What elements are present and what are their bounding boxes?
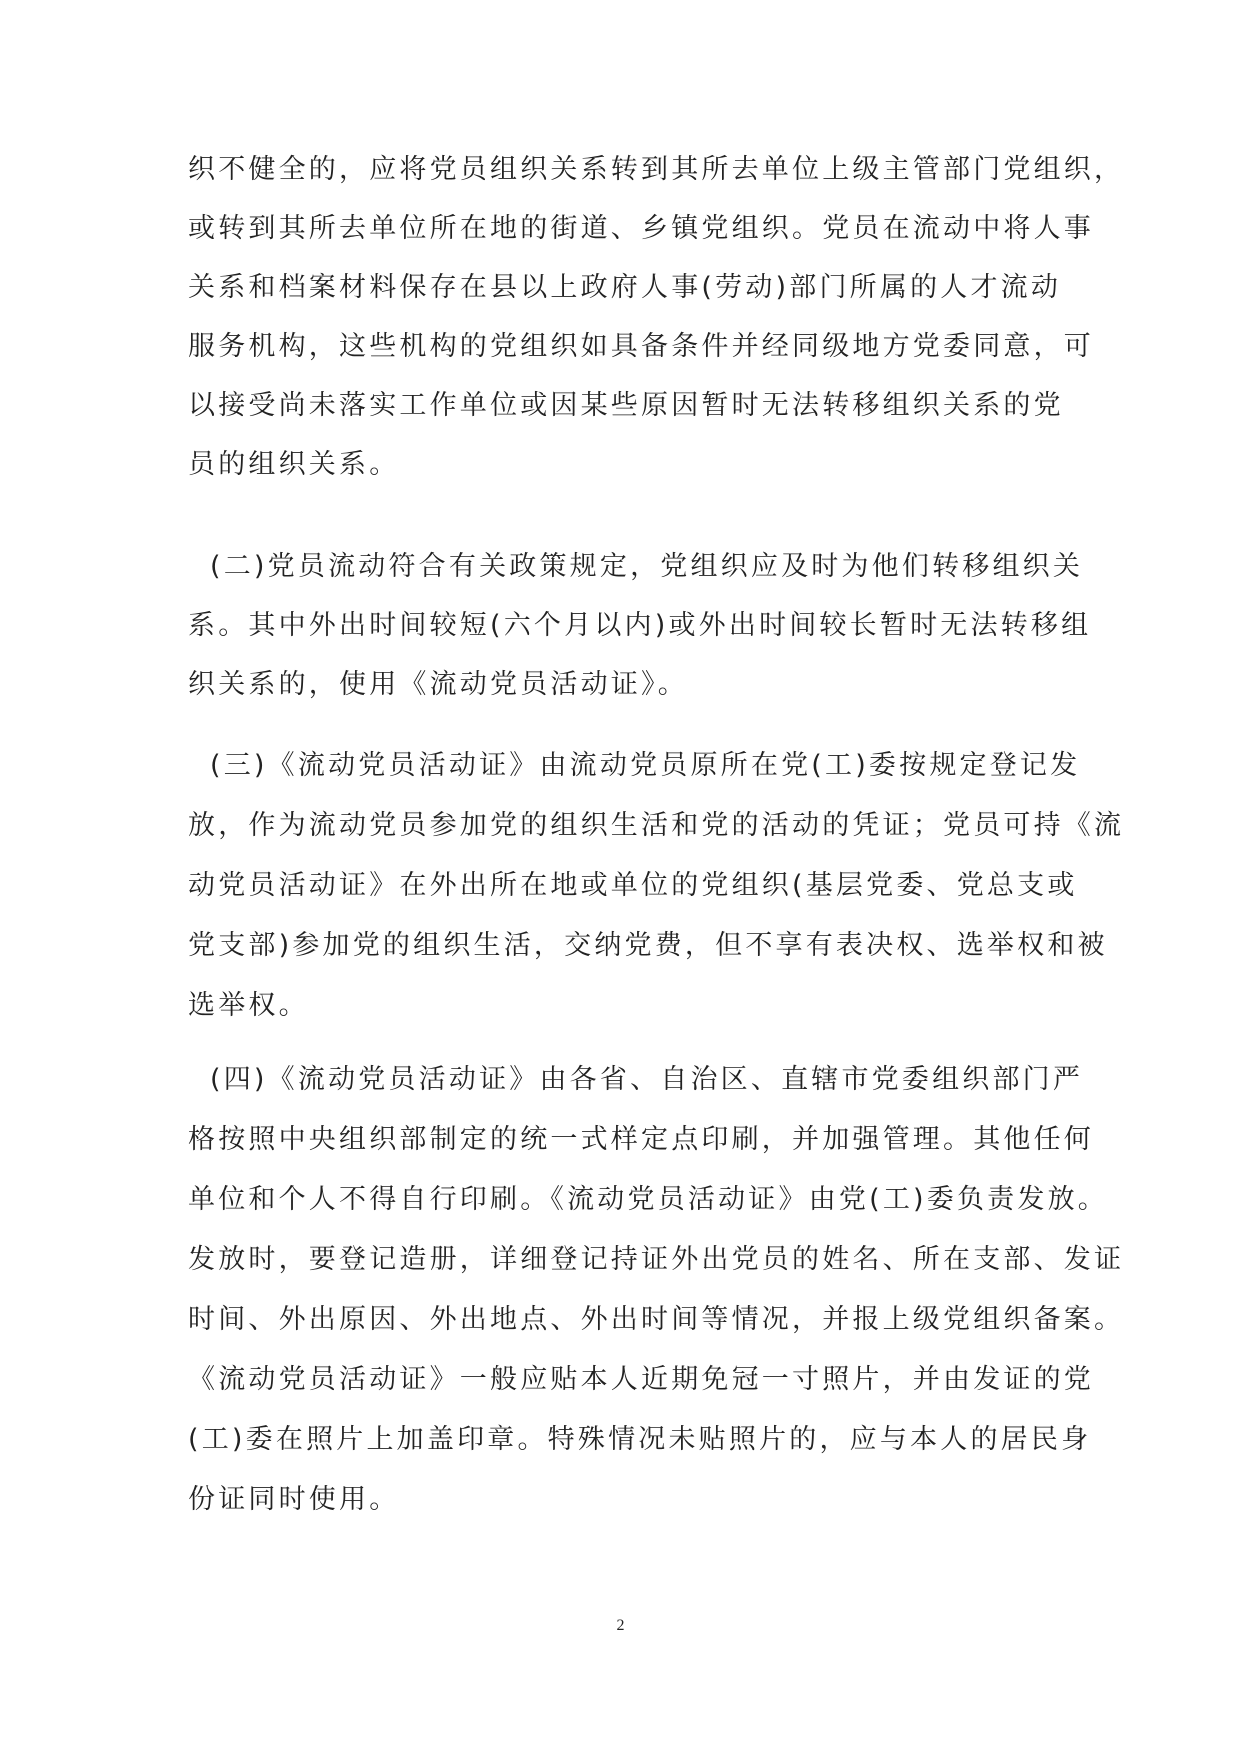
text-line: 单位和个人不得自行印刷。《流动党员活动证》由党(工)委负责发放。	[188, 1184, 1108, 1215]
text-line: 党支部)参加党的组织生活，交纳党费，但不享有表决权、选举权和被	[188, 930, 1108, 961]
text-line: 发放时，要登记造册，详细登记持证外出党员的姓名、所在支部、发证	[188, 1244, 1125, 1275]
text-line: 织不健全的，应将党员组织关系转到其所去单位上级主管部门党组织，	[188, 154, 1125, 185]
text-line: (工)委在照片上加盖印章。特殊情况未贴照片的，应与本人的居民身	[188, 1424, 1092, 1455]
text-line: 放，作为流动党员参加党的组织生活和党的活动的凭证；党员可持《流	[188, 810, 1125, 841]
text-line: 织关系的，使用《流动党员活动证》。	[188, 669, 688, 700]
text-line: 系。其中外出时间较短(六个月以内)或外出时间较长暂时无法转移组	[188, 610, 1092, 641]
text-line: 《流动党员活动证》一般应贴本人近期免冠一寸照片，并由发证的党	[188, 1364, 1094, 1395]
text-line: 关系和档案材料保存在县以上政府人事(劳动)部门所属的人才流动	[188, 272, 1062, 303]
text-line: 以接受尚未落实工作单位或因某些原因暂时无法转移组织关系的党	[188, 390, 1064, 421]
text-line: 动党员活动证》在外出所在地或单位的党组织(基层党委、党总支或	[188, 870, 1078, 901]
text-line: 时间、外出原因、外出地点、外出时间等情况，并报上级党组织备案。	[188, 1304, 1125, 1335]
text-line: 服务机构，这些机构的党组织如具备条件并经同级地方党委同意，可	[188, 331, 1094, 362]
text-line: (三)《流动党员活动证》由流动党员原所在党(工)委按规定登记发	[210, 750, 1081, 781]
text-line: 格按照中央组织部制定的统一式样定点印刷，并加强管理。其他任何	[188, 1124, 1094, 1155]
text-line: 员的组织关系。	[188, 449, 400, 480]
text-line: 份证同时使用。	[188, 1484, 400, 1515]
text-line: 或转到其所去单位所在地的街道、乡镇党组织。党员在流动中将人事	[188, 213, 1094, 244]
page-number: 2	[616, 1617, 625, 1634]
text-line: (二)党员流动符合有关政策规定，党组织应及时为他们转移组织关	[210, 551, 1084, 582]
text-line: (四)《流动党员活动证》由各省、自治区、直辖市党委组织部门严	[210, 1064, 1084, 1095]
text-line: 选举权。	[188, 990, 309, 1021]
